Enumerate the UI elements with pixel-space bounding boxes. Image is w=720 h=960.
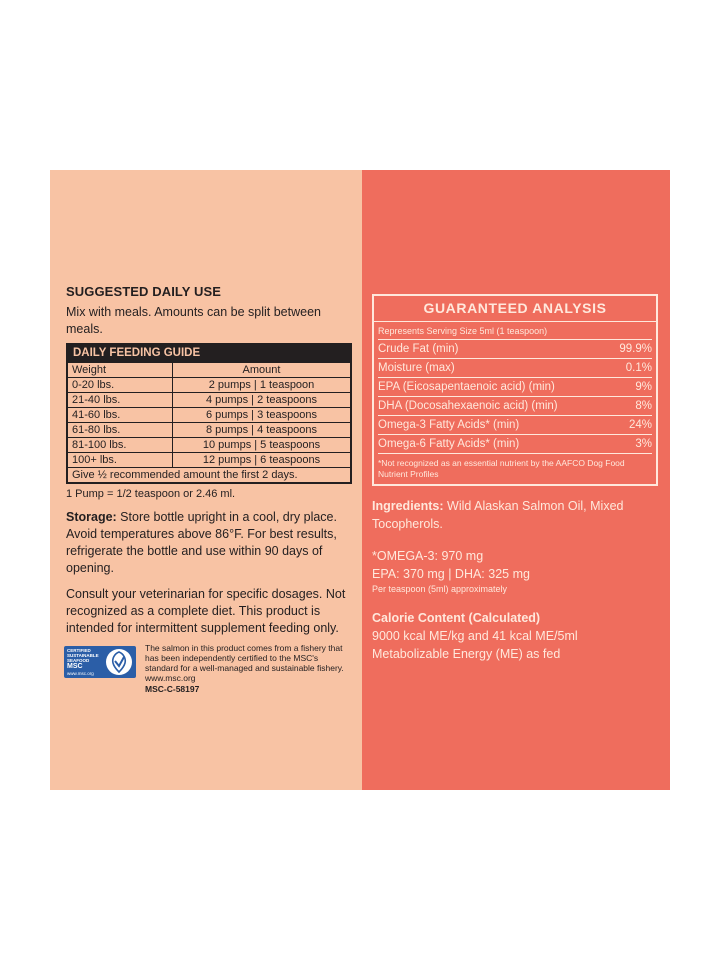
amount-cell: 2 pumps | 1 teaspoon	[173, 378, 351, 393]
table-row	[68, 438, 351, 453]
calorie-heading	[372, 609, 662, 627]
per-teaspoon-note: Per teaspoon (5ml) approximately	[372, 584, 508, 594]
table-row	[68, 393, 351, 408]
amount-cell: 10 pumps | 5 teaspoons	[173, 438, 351, 453]
nutrient-value: 9%	[635, 381, 652, 393]
analysis-row	[378, 359, 652, 378]
msc-logo-text: CERTIFIED SUSTAINABLE SEAFOOD	[67, 648, 99, 663]
nutrient-name: Crude Fat (min)	[378, 343, 459, 355]
storage-text	[66, 509, 346, 577]
weight-cell: 100+ lbs.	[68, 453, 173, 468]
guaranteed-analysis-title: GUARANTEED ANALYSIS	[374, 296, 656, 322]
analysis-row	[378, 416, 652, 435]
calorie-block	[372, 609, 662, 663]
storage-label: Storage:	[66, 510, 117, 524]
analysis-footnote: *Not recognized as an essential nutrient by the AAFCO Dog Food Nutrient Profiles	[378, 458, 625, 479]
feeding-footnote: Give ½ recommended amount the first 2 days.	[68, 468, 351, 483]
msc-certification	[64, 643, 354, 693]
pump-note: 1 Pump = 1/2 teaspoon or 2.46 ml.	[66, 488, 236, 500]
analysis-row	[378, 340, 652, 359]
calorie-line-1: 9000 kcal ME/kg and 41 kcal ME/5ml	[372, 629, 578, 643]
calorie-line-2: Metabolizable Energy (ME) as fed	[372, 647, 561, 661]
nutrient-name: Moisture (max)	[378, 362, 455, 374]
feeding-guide-title: DAILY FEEDING GUIDE	[67, 344, 351, 362]
table-row	[68, 378, 351, 393]
amount-cell: 12 pumps | 6 teaspoons	[173, 453, 351, 468]
nutrient-name: Omega-6 Fatty Acids* (min)	[378, 438, 520, 450]
table-row	[68, 453, 351, 468]
msc-statement-block	[145, 643, 351, 694]
table-footnote-row	[68, 468, 351, 483]
nutrient-name: Omega-3 Fatty Acids* (min)	[378, 419, 520, 431]
ingredients-label: Ingredients:	[372, 499, 444, 513]
weight-cell: 0-20 lbs.	[68, 378, 173, 393]
feeding-guide-table	[67, 362, 351, 483]
nutrient-value: 8%	[635, 400, 652, 412]
msc-fish-icon	[106, 649, 132, 675]
consult-text: Consult your veterinarian for specific dosages. Not recognized as a complete diet. This product is intended for intermittent supplement feeding only.	[66, 587, 346, 635]
table-row	[68, 423, 351, 438]
msc-code: MSC-C-58197	[145, 684, 200, 694]
omega3-line: *OMEGA-3: 970 mg	[372, 549, 484, 563]
weight-cell: 81-100 lbs.	[68, 438, 173, 453]
ingredients-body: Wild Alaskan Salmon Oil, Mixed Tocopherols.	[372, 499, 624, 531]
msc-logo-url: www.msc.org	[67, 671, 94, 676]
weight-cell: 21-40 lbs.	[68, 393, 173, 408]
nutrient-value: 3%	[635, 438, 652, 450]
nutrient-value: 99.9%	[619, 343, 652, 355]
nutrient-value: 0.1%	[625, 362, 652, 374]
nutrient-name: EPA (Eicosapentaenoic acid) (min)	[378, 381, 555, 393]
analysis-row	[378, 435, 652, 454]
table-row	[68, 408, 351, 423]
nutrient-name: DHA (Docosahexaenoic acid) (min)	[378, 400, 558, 412]
weight-column-header: Weight	[68, 363, 173, 378]
guaranteed-analysis-box	[372, 294, 658, 486]
usage-panel	[50, 170, 362, 790]
msc-logo	[64, 646, 136, 678]
table-header-row	[68, 363, 351, 378]
suggested-use-heading: SUGGESTED DAILY USE	[66, 284, 222, 299]
serving-size: Represents Serving Size 5ml (1 teaspoon)	[378, 322, 652, 340]
intro-text: Mix with meals. Amounts can be split between meals.	[66, 305, 321, 336]
nutrient-value: 24%	[628, 419, 652, 431]
analysis-row	[378, 397, 652, 416]
amount-cell: 8 pumps | 4 teaspoons	[173, 423, 351, 438]
omega-block	[372, 547, 662, 594]
feeding-guide	[66, 343, 352, 484]
weight-cell: 61-80 lbs.	[68, 423, 173, 438]
analysis-panel	[362, 170, 670, 790]
epa-dha-line: EPA: 370 mg | DHA: 325 mg	[372, 567, 530, 581]
weight-cell: 41-60 lbs.	[68, 408, 173, 423]
amount-cell: 4 pumps | 2 teaspoons	[173, 393, 351, 408]
amount-cell: 6 pumps | 3 teaspoons	[173, 408, 351, 423]
msc-logo-name: MSC	[67, 663, 83, 670]
analysis-row	[378, 378, 652, 397]
storage-body: Store bottle upright in a cool, dry place. Avoid temperatures above 86°F. For best results, refrigerate the bottle and use within 90 days of opening.	[66, 510, 337, 575]
msc-url: www.msc.org	[145, 673, 196, 683]
msc-statement: The salmon in this product comes from a fishery that has been independently certified to the MSC's standard for a well-managed and sustainable fishery.	[145, 643, 344, 673]
amount-column-header: Amount	[173, 363, 351, 378]
ingredients-text	[372, 497, 662, 533]
label-sheet	[50, 170, 670, 790]
calorie-heading-text: Calorie Content (Calculated)	[372, 611, 541, 625]
